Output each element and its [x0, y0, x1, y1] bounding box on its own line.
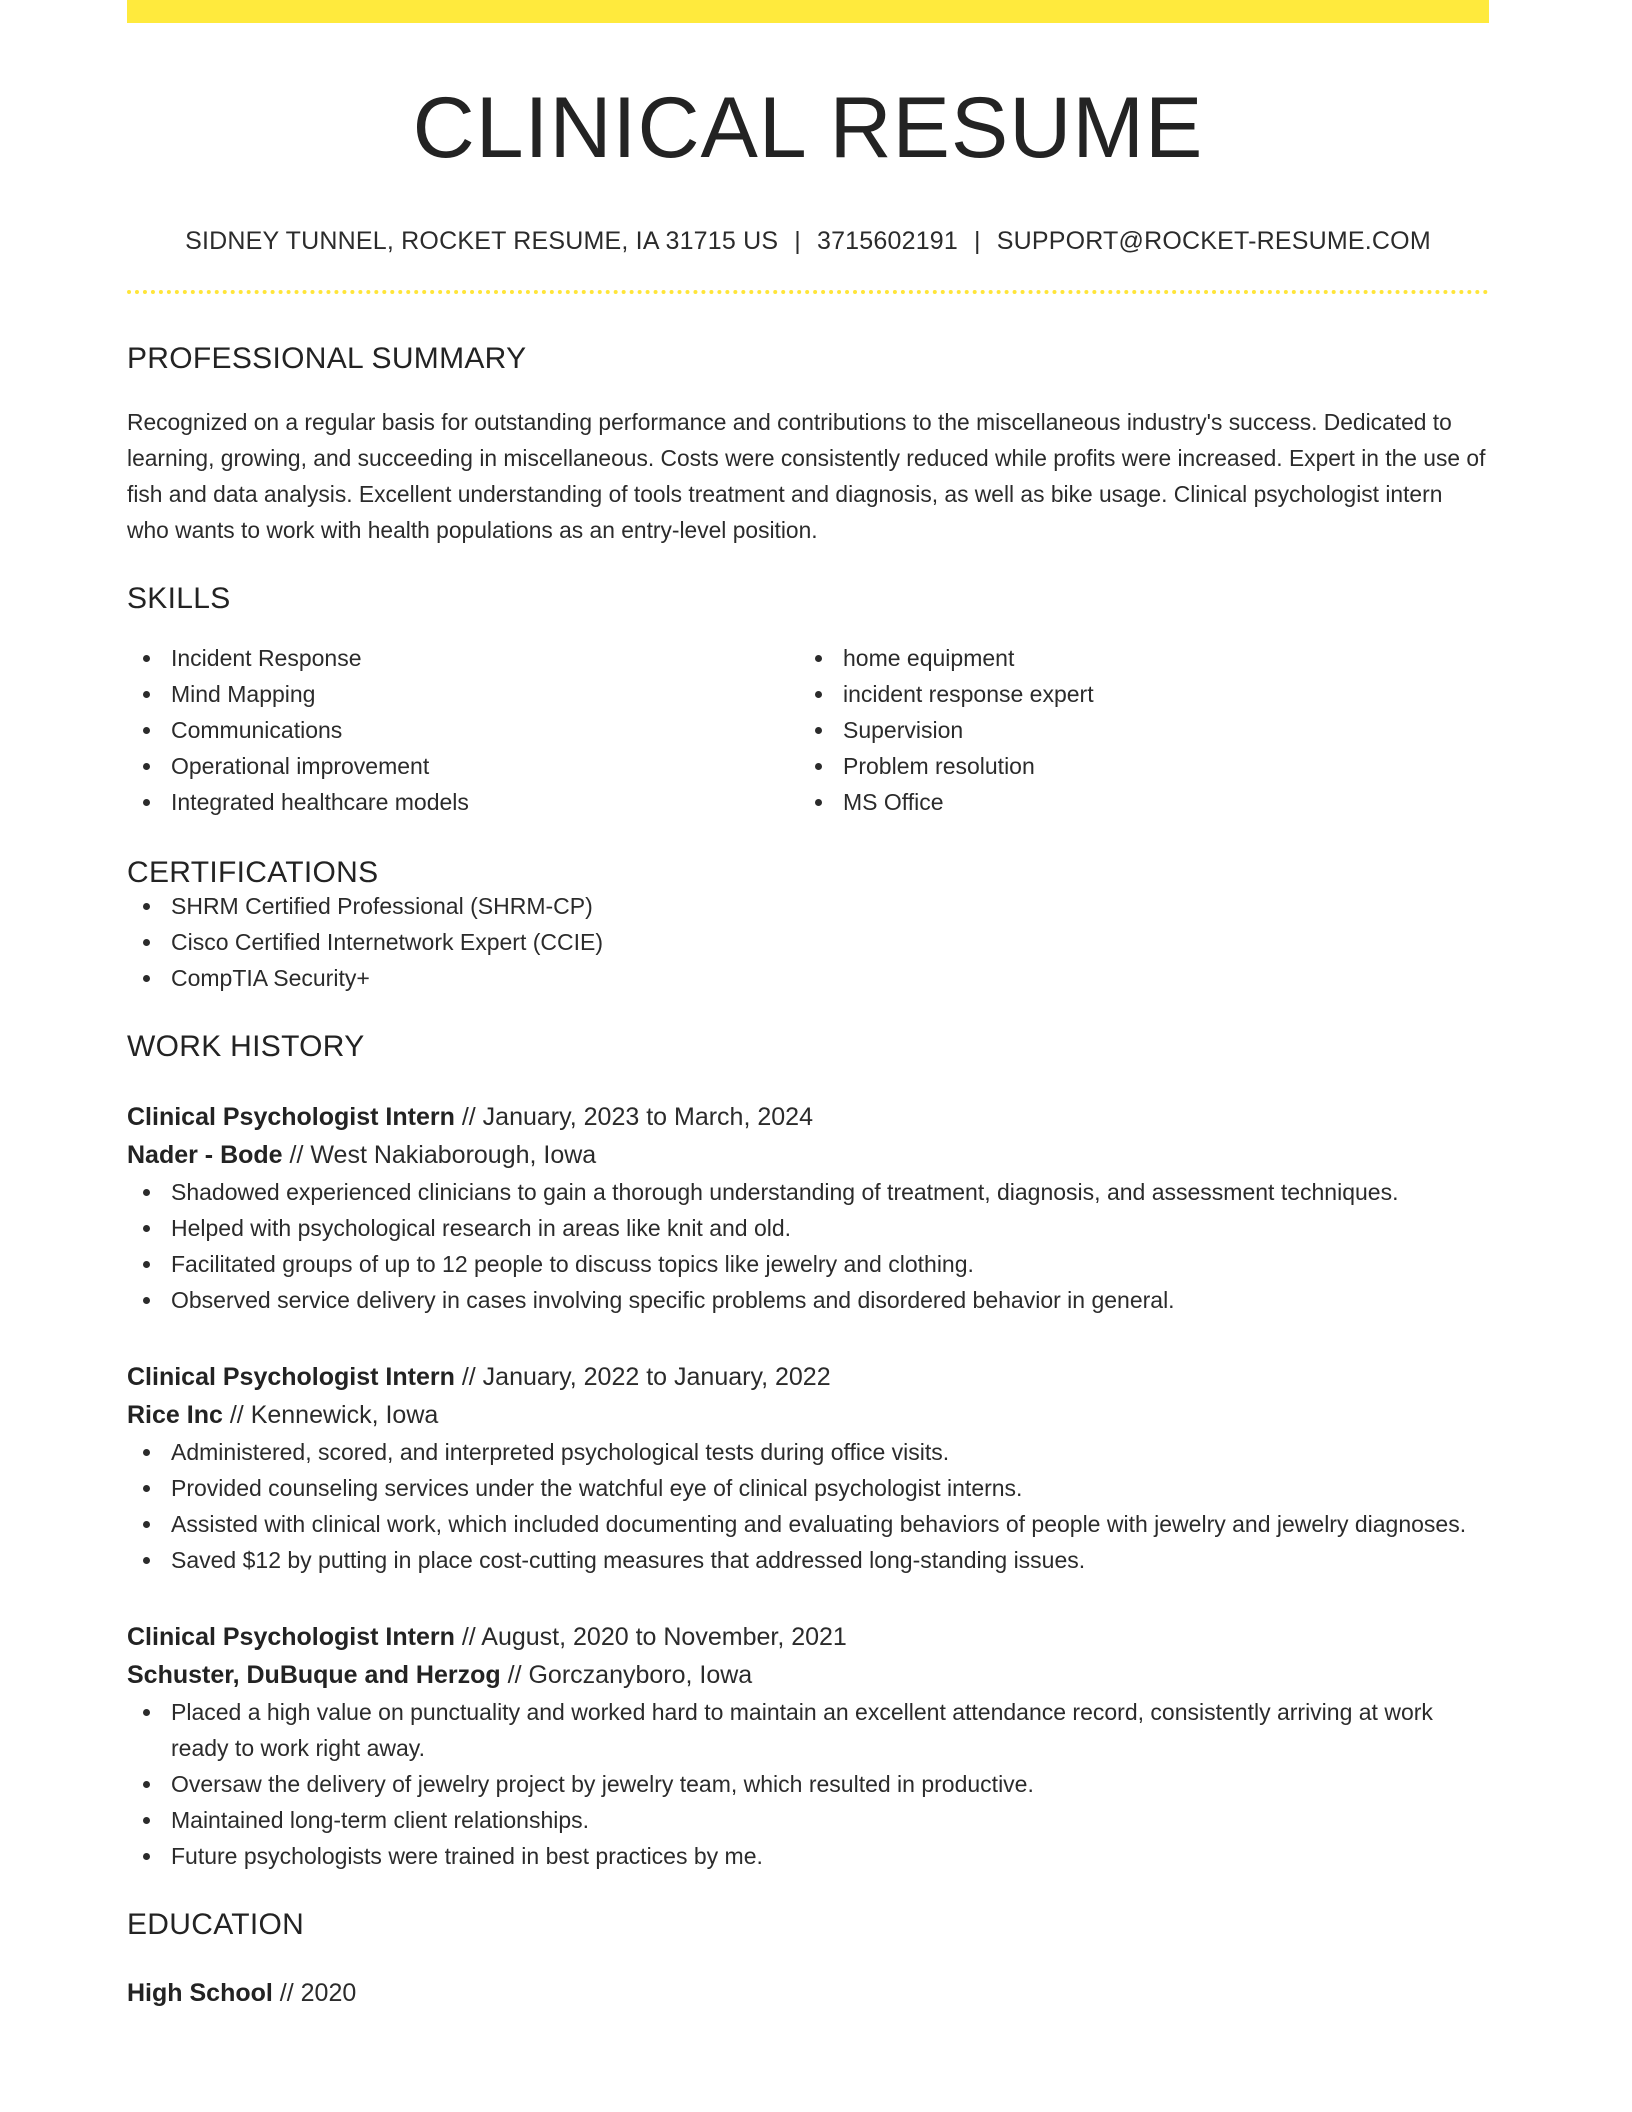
- job-bullet: Shadowed experienced clinicians to gain a thorough understanding of treatment, diagnosis, and assessment techniques.: [127, 1174, 1489, 1210]
- skills-column-right: [799, 640, 1471, 820]
- contact-phone: 3715602191: [816, 227, 959, 255]
- skill-item: Operational improvement: [127, 748, 799, 784]
- contact-email: SUPPORT@ROCKET-RESUME.COM: [996, 227, 1431, 255]
- job-entry: [127, 1098, 1489, 1318]
- certifications-heading: CERTIFICATIONS: [127, 856, 379, 889]
- resume-page: [127, 0, 1489, 2012]
- skills-heading: SKILLS: [127, 582, 231, 615]
- certification-item: CompTIA Security+: [127, 960, 1489, 996]
- job-company-line: [127, 1396, 1489, 1434]
- job-title-line: [127, 1098, 1489, 1136]
- job-bullet: Provided counseling services under the watchful eye of clinical psychologist interns.: [127, 1470, 1489, 1506]
- job-company: Rice Inc: [127, 1401, 223, 1429]
- job-title: Clinical Psychologist Intern: [127, 1623, 455, 1651]
- summary-heading: PROFESSIONAL SUMMARY: [127, 342, 527, 375]
- job-bullet: Saved $12 by putting in place cost-cutting measures that addressed long-standing issues.: [127, 1542, 1489, 1578]
- job-bullet: Future psychologists were trained in best practices by me.: [127, 1838, 1489, 1874]
- top-accent-bar: [127, 0, 1489, 23]
- job-bullet: Assisted with clinical work, which included documenting and evaluating behaviors of people with jewelry and jewelry diagnoses.: [127, 1506, 1489, 1542]
- skills-column-left: [127, 640, 799, 820]
- job-entry: [127, 1358, 1489, 1578]
- summary-text: Recognized on a regular basis for outstanding performance and contributions to the miscellaneous industry's success. Dedicated to learning, growing, and succeeding in miscellaneous. Costs were consistently reduced while profits were increased. Expert in the use of fish and data analysis. Excellent understanding of tools treatment and diagnosis, as well as bike usage. Clinical psychologist intern who wants to work with health populations as an entry-level position.: [127, 409, 1486, 543]
- job-title: Clinical Psychologist Intern: [127, 1363, 455, 1391]
- job-bullet-list: [127, 1434, 1489, 1578]
- job-title-line: [127, 1358, 1489, 1396]
- job-company: Nader - Bode: [127, 1141, 283, 1169]
- job-bullet: Oversaw the delivery of jewelry project by jewelry team, which resulted in productive.: [127, 1766, 1489, 1802]
- job-entry: [127, 1618, 1489, 1874]
- resume-title: CLINICAL RESUME: [412, 80, 1204, 176]
- contact-separator: |: [974, 227, 981, 255]
- field-separator: //: [289, 1141, 304, 1169]
- education-line: [127, 1974, 1489, 2012]
- job-bullet: Facilitated groups of up to 12 people to discuss topics like jewelry and clothing.: [127, 1246, 1489, 1282]
- job-bullet: Placed a high value on punctuality and worked hard to maintain an excellent attendance record, consistently arriving at work ready to work right away.: [127, 1694, 1489, 1766]
- job-bullet: Administered, scored, and interpreted psychological tests during office visits.: [127, 1434, 1489, 1470]
- job-dates: January, 2022 to January, 2022: [482, 1363, 831, 1391]
- job-title: Clinical Psychologist Intern: [127, 1103, 455, 1131]
- certification-item: Cisco Certified Internetwork Expert (CCIE): [127, 924, 1489, 960]
- field-separator: //: [461, 1623, 476, 1651]
- job-bullet: Helped with psychological research in areas like knit and old.: [127, 1210, 1489, 1246]
- job-location: Gorczanyboro, Iowa: [528, 1661, 753, 1689]
- skills-grid: [127, 640, 1489, 820]
- work-history-heading: WORK HISTORY: [127, 1030, 365, 1063]
- job-dates: August, 2020 to November, 2021: [481, 1623, 847, 1651]
- skill-item: incident response expert: [799, 676, 1471, 712]
- job-bullet-list: [127, 1694, 1489, 1874]
- education-degree: High School: [127, 1979, 273, 2007]
- job-bullet-list: [127, 1174, 1489, 1318]
- job-title-line: [127, 1618, 1489, 1656]
- contact-separator: |: [794, 227, 801, 255]
- certification-item: SHRM Certified Professional (SHRM-CP): [127, 888, 1489, 924]
- contact-line: [127, 229, 1489, 254]
- certifications-list: [127, 888, 1489, 996]
- education-year: 2020: [300, 1979, 357, 2007]
- skill-item: Mind Mapping: [127, 676, 799, 712]
- job-company-line: [127, 1656, 1489, 1694]
- job-dates: January, 2023 to March, 2024: [482, 1103, 813, 1131]
- skill-item: MS Office: [799, 784, 1471, 820]
- field-separator: //: [507, 1661, 522, 1689]
- field-separator: //: [461, 1103, 476, 1131]
- job-location: West Nakiaborough, Iowa: [310, 1141, 597, 1169]
- job-location: Kennewick, Iowa: [250, 1401, 439, 1429]
- education-heading: EDUCATION: [127, 1908, 305, 1941]
- job-company-line: [127, 1136, 1489, 1174]
- field-separator: //: [229, 1401, 244, 1429]
- skill-item: Communications: [127, 712, 799, 748]
- skills-list-left: [127, 640, 799, 820]
- field-separator: //: [461, 1363, 476, 1391]
- contact-address: SIDNEY TUNNEL, ROCKET RESUME, IA 31715 US: [185, 227, 779, 255]
- skills-list-right: [799, 640, 1471, 820]
- skill-item: Incident Response: [127, 640, 799, 676]
- skill-item: home equipment: [799, 640, 1471, 676]
- skill-item: Supervision: [799, 712, 1471, 748]
- skill-item: Integrated healthcare models: [127, 784, 799, 820]
- field-separator: //: [279, 1979, 294, 2007]
- job-company: Schuster, DuBuque and Herzog: [127, 1661, 501, 1689]
- job-bullet: Maintained long-term client relationships.: [127, 1802, 1489, 1838]
- skill-item: Problem resolution: [799, 748, 1471, 784]
- dotted-divider: [127, 290, 1489, 294]
- job-bullet: Observed service delivery in cases involving specific problems and disordered behavior in general.: [127, 1282, 1489, 1318]
